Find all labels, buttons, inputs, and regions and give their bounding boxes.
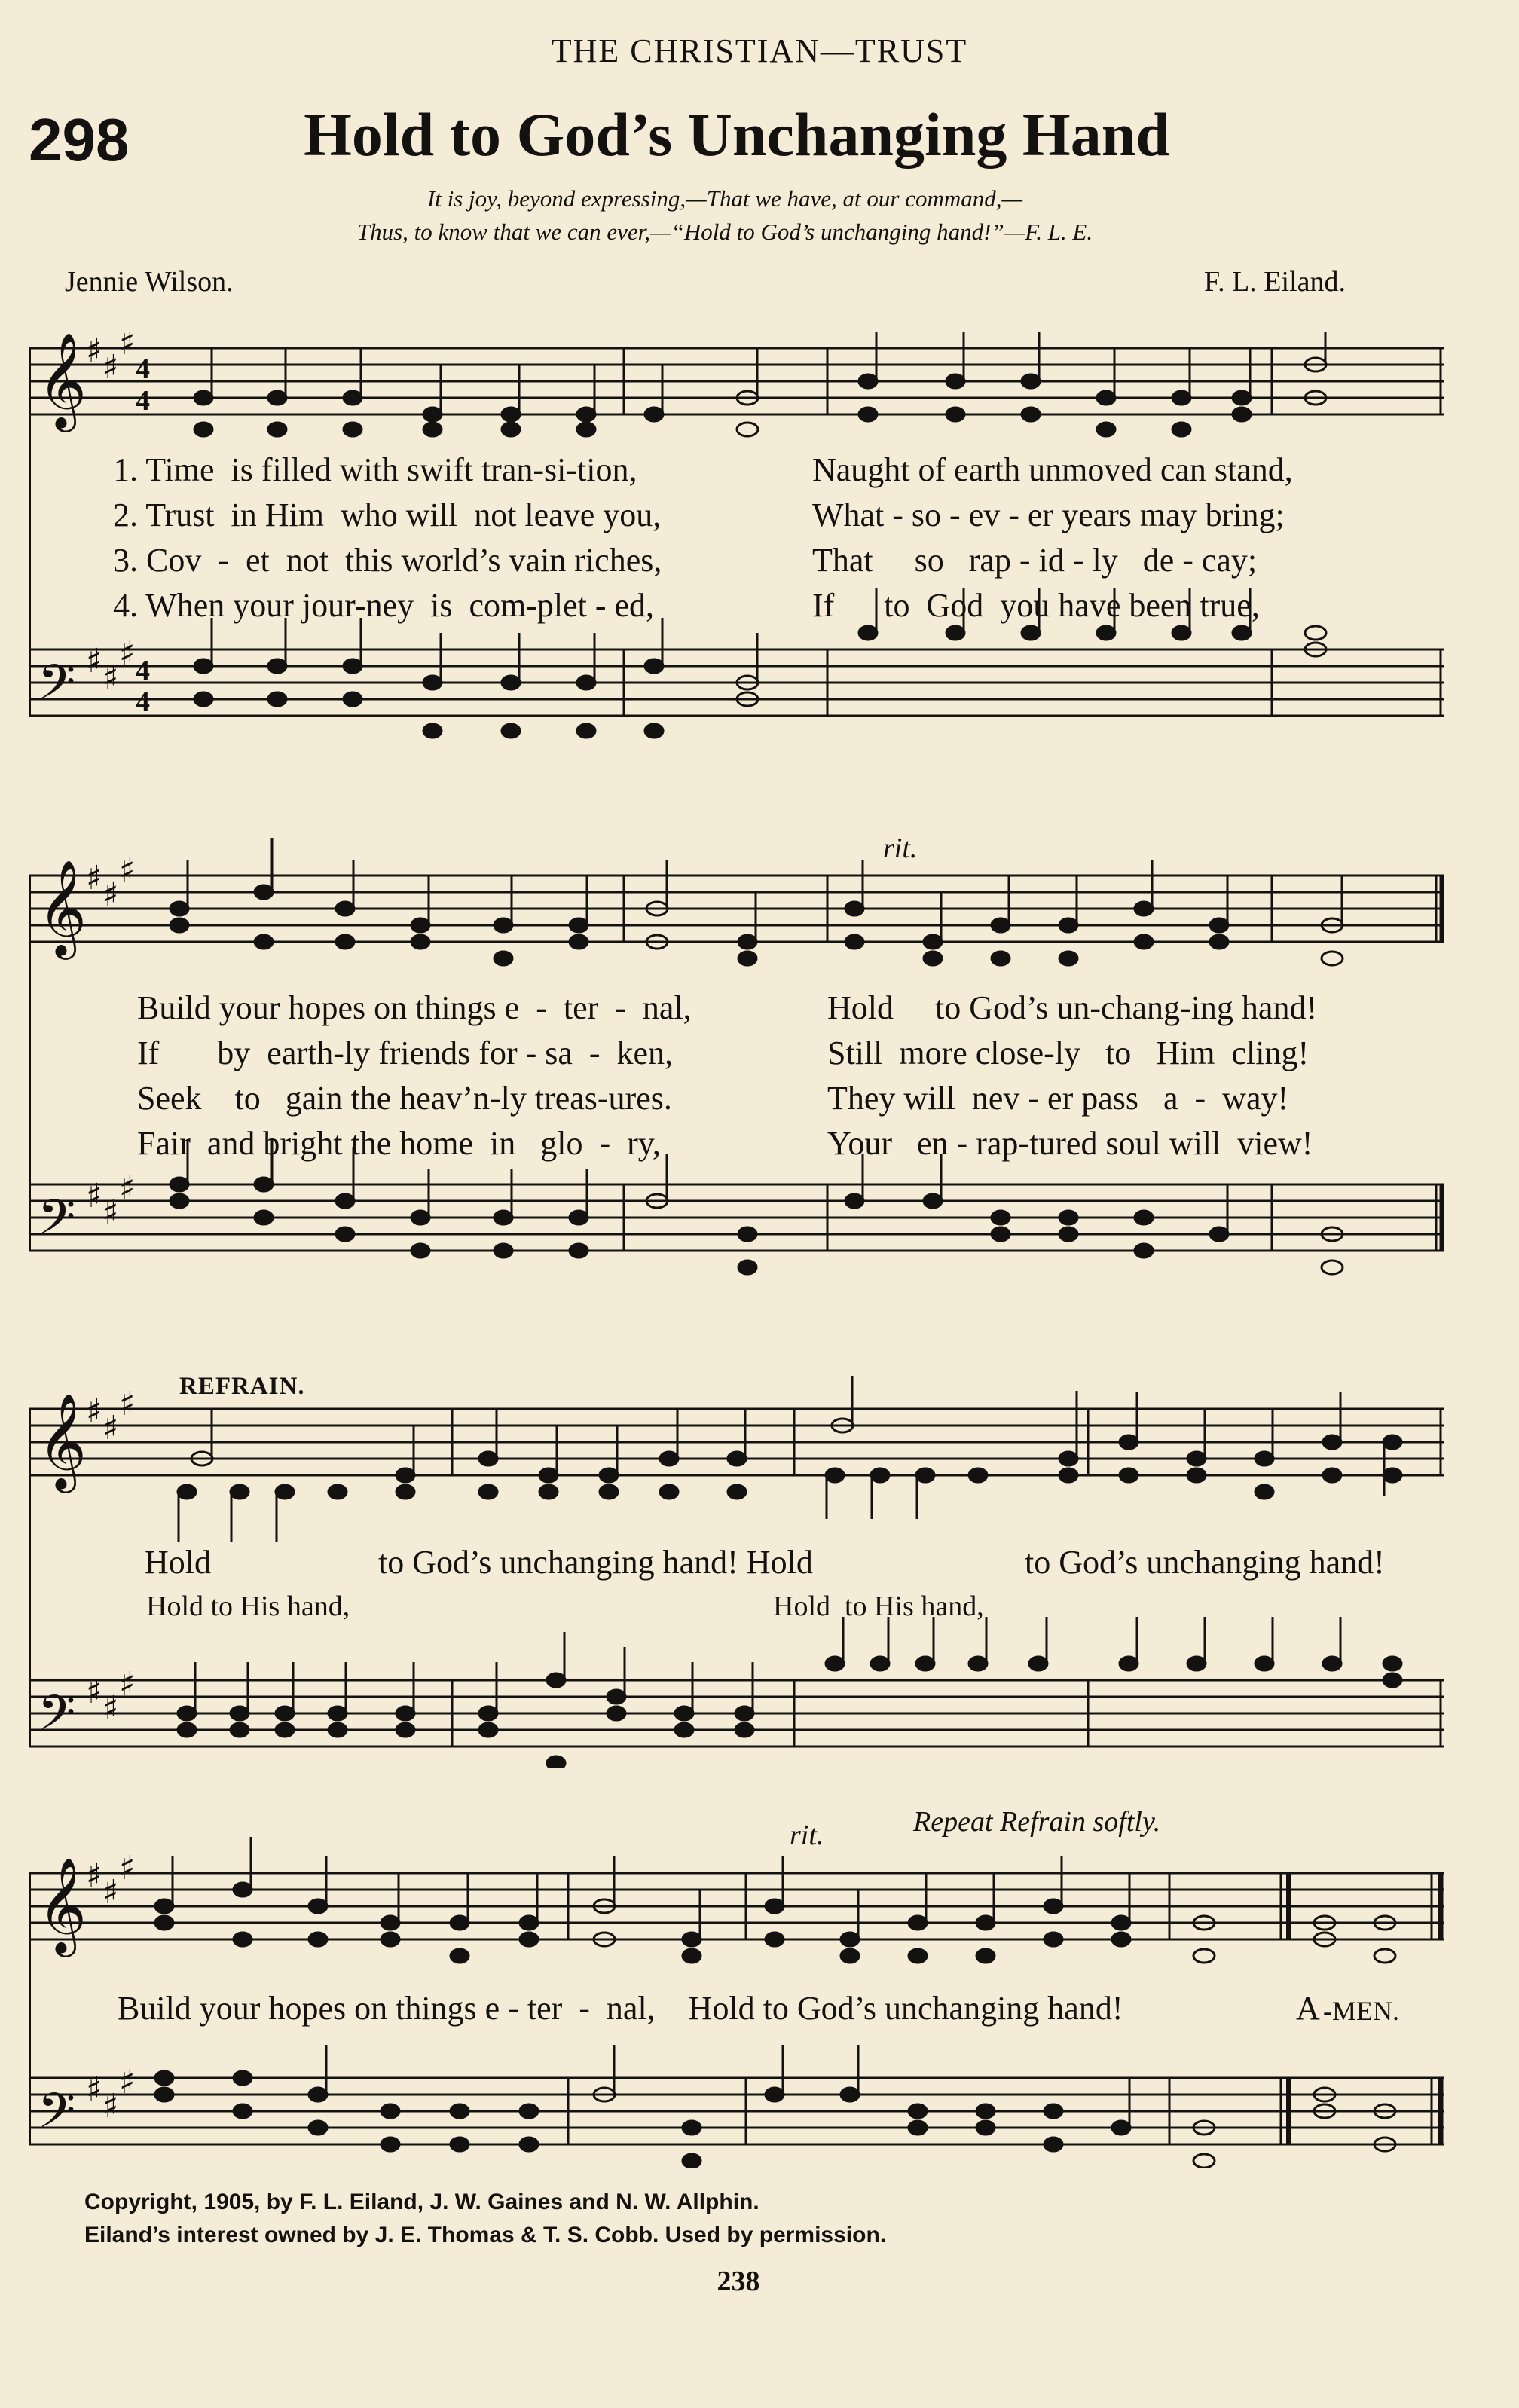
- epigraph-line-2: Thus, to know that we can ever,—“Hold to God’s unchanging hand!”—F. L. E.: [356, 218, 1093, 245]
- verse-3-line-b: That so rap - id - ly de - cay;: [812, 542, 1258, 579]
- repeat-instruction: Repeat Refrain softly.: [913, 1806, 1161, 1838]
- svg-text:♯: ♯: [119, 332, 136, 362]
- svg-text:♯: ♯: [119, 1169, 136, 1208]
- refrain-lyric-line-2: to God’s unchanging hand!: [1025, 1544, 1385, 1581]
- svg-text:♯: ♯: [86, 642, 102, 680]
- verse-3-line-c: Seek to gain the heav’n-ly treas-ures.: [137, 1080, 672, 1117]
- svg-text:♯: ♯: [119, 851, 136, 890]
- verse-4-line-b: If to God you have been true,: [812, 587, 1260, 624]
- refrain-alto-lyric-2: Hold to His hand,: [773, 1591, 984, 1622]
- svg-text:♯: ♯: [102, 659, 119, 697]
- hymn-number: 298: [29, 106, 130, 173]
- verse-4-line-c: Fair and bright the home in glo - ry,: [137, 1125, 661, 1162]
- section-heading: THE CHRISTIAN—TRUST: [551, 32, 968, 69]
- page-number: 238: [717, 2266, 760, 2297]
- svg-text:𝄢: 𝄢: [38, 655, 76, 723]
- permission-line: Eiland’s interest owned by J. E. Thomas & T. S. Cobb. Used by permission.: [84, 2223, 887, 2248]
- svg-text:♯: ♯: [86, 1177, 102, 1215]
- refrain-label: REFRAIN.: [179, 1373, 305, 1400]
- verse-4-line-a: 4. When your jour-ney is com-plet - ed,: [113, 587, 655, 624]
- svg-text:4: 4: [136, 655, 150, 686]
- svg-text:♯: ♯: [102, 1193, 119, 1232]
- music-system-1: [29, 332, 1444, 761]
- verse-3-line-a: 3. Cov - et not this world’s vain riches,: [113, 542, 662, 579]
- svg-text:♯: ♯: [102, 348, 119, 387]
- music-system-3-refrain: [29, 1373, 1444, 1768]
- svg-text:4: 4: [136, 385, 150, 417]
- svg-text:𝄞: 𝄞: [38, 1392, 87, 1489]
- svg-text:♯: ♯: [119, 1849, 136, 1887]
- svg-text:♯: ♯: [86, 859, 102, 897]
- hymn-title: Hold to God’s Unchanging Hand: [304, 100, 1170, 169]
- svg-text:𝄢: 𝄢: [38, 1190, 76, 1257]
- svg-text:4: 4: [136, 686, 150, 718]
- svg-text:♯: ♯: [119, 1385, 136, 1423]
- svg-text:♯: ♯: [102, 2087, 119, 2125]
- verse-1-line-a: 1. Time is filled with swift tran-si-tion,: [113, 451, 637, 488]
- svg-text:𝄞: 𝄞: [38, 332, 87, 428]
- svg-text:♯: ♯: [86, 1856, 102, 1895]
- svg-text:𝄞: 𝄞: [38, 859, 87, 955]
- svg-text:𝄢: 𝄢: [38, 1685, 76, 1753]
- svg-text:♯: ♯: [86, 332, 102, 370]
- final-lyric: Build your hopes on things e - ter - nal, Hold to God’s unchanging hand!: [118, 1990, 1123, 2027]
- svg-text:𝄞: 𝄞: [38, 1856, 87, 1953]
- verse-3-line-d: They will nev - er pass a - way!: [827, 1080, 1289, 1117]
- svg-text:♯: ♯: [102, 1409, 119, 1447]
- svg-text:♯: ♯: [86, 1392, 102, 1431]
- svg-text:♯: ♯: [119, 634, 136, 673]
- svg-text:♯: ♯: [119, 1665, 136, 1704]
- verse-4-line-d: Your en - rap-tured soul will view!: [827, 1125, 1313, 1162]
- amen-syllable-a: A: [1296, 1990, 1320, 2027]
- refrain-lyric-line-1: to God’s unchanging hand! Hold: [378, 1544, 813, 1581]
- epigraph-line-1: It is joy, beyond expressing,—That we have, at our command,—: [426, 185, 1023, 212]
- verse-2-line-d: Still more close-ly to Him cling!: [827, 1034, 1310, 1071]
- svg-text:♯: ♯: [102, 1873, 119, 1911]
- verse-1-line-b: Naught of earth unmoved can stand,: [812, 451, 1293, 488]
- verse-2-line-a: 2. Trust in Him who will not leave you,: [113, 497, 662, 533]
- rit-marking: rit.: [883, 833, 918, 864]
- svg-text:𝄢: 𝄢: [38, 2083, 76, 2151]
- svg-text:♯: ♯: [119, 2063, 136, 2101]
- lyricist-credit: Jennie Wilson.: [65, 266, 234, 298]
- composer-credit: F. L. Eiland.: [1204, 266, 1346, 298]
- verse-2-line-b: What - so - ev - er years may bring;: [812, 497, 1285, 533]
- verse-1-line-d: Hold to God’s un-chang-ing hand!: [827, 989, 1318, 1026]
- music-system-4: [29, 1806, 1444, 2168]
- music-system-2: [29, 833, 1444, 1305]
- svg-text:♯: ♯: [102, 1689, 119, 1728]
- rit-marking-2: rit.: [790, 1820, 824, 1851]
- refrain-alto-lyric-1: Hold to His hand,: [146, 1591, 350, 1622]
- svg-text:♯: ♯: [86, 1673, 102, 1711]
- copyright-line: Copyright, 1905, by F. L. Eiland, J. W. Gaines and N. W. Allphin.: [84, 2190, 760, 2214]
- verse-2-line-c: If by earth-ly friends for - sa - ken,: [137, 1034, 674, 1071]
- svg-text:♯: ♯: [86, 2070, 102, 2109]
- amen-syllable-b: -MEN.: [1323, 1996, 1399, 2026]
- refrain-lyric-hold: Hold: [145, 1544, 211, 1581]
- verse-1-line-c: Build your hopes on things e - ter - nal,: [137, 989, 692, 1026]
- svg-text:♯: ♯: [102, 875, 119, 914]
- svg-text:4: 4: [136, 353, 150, 385]
